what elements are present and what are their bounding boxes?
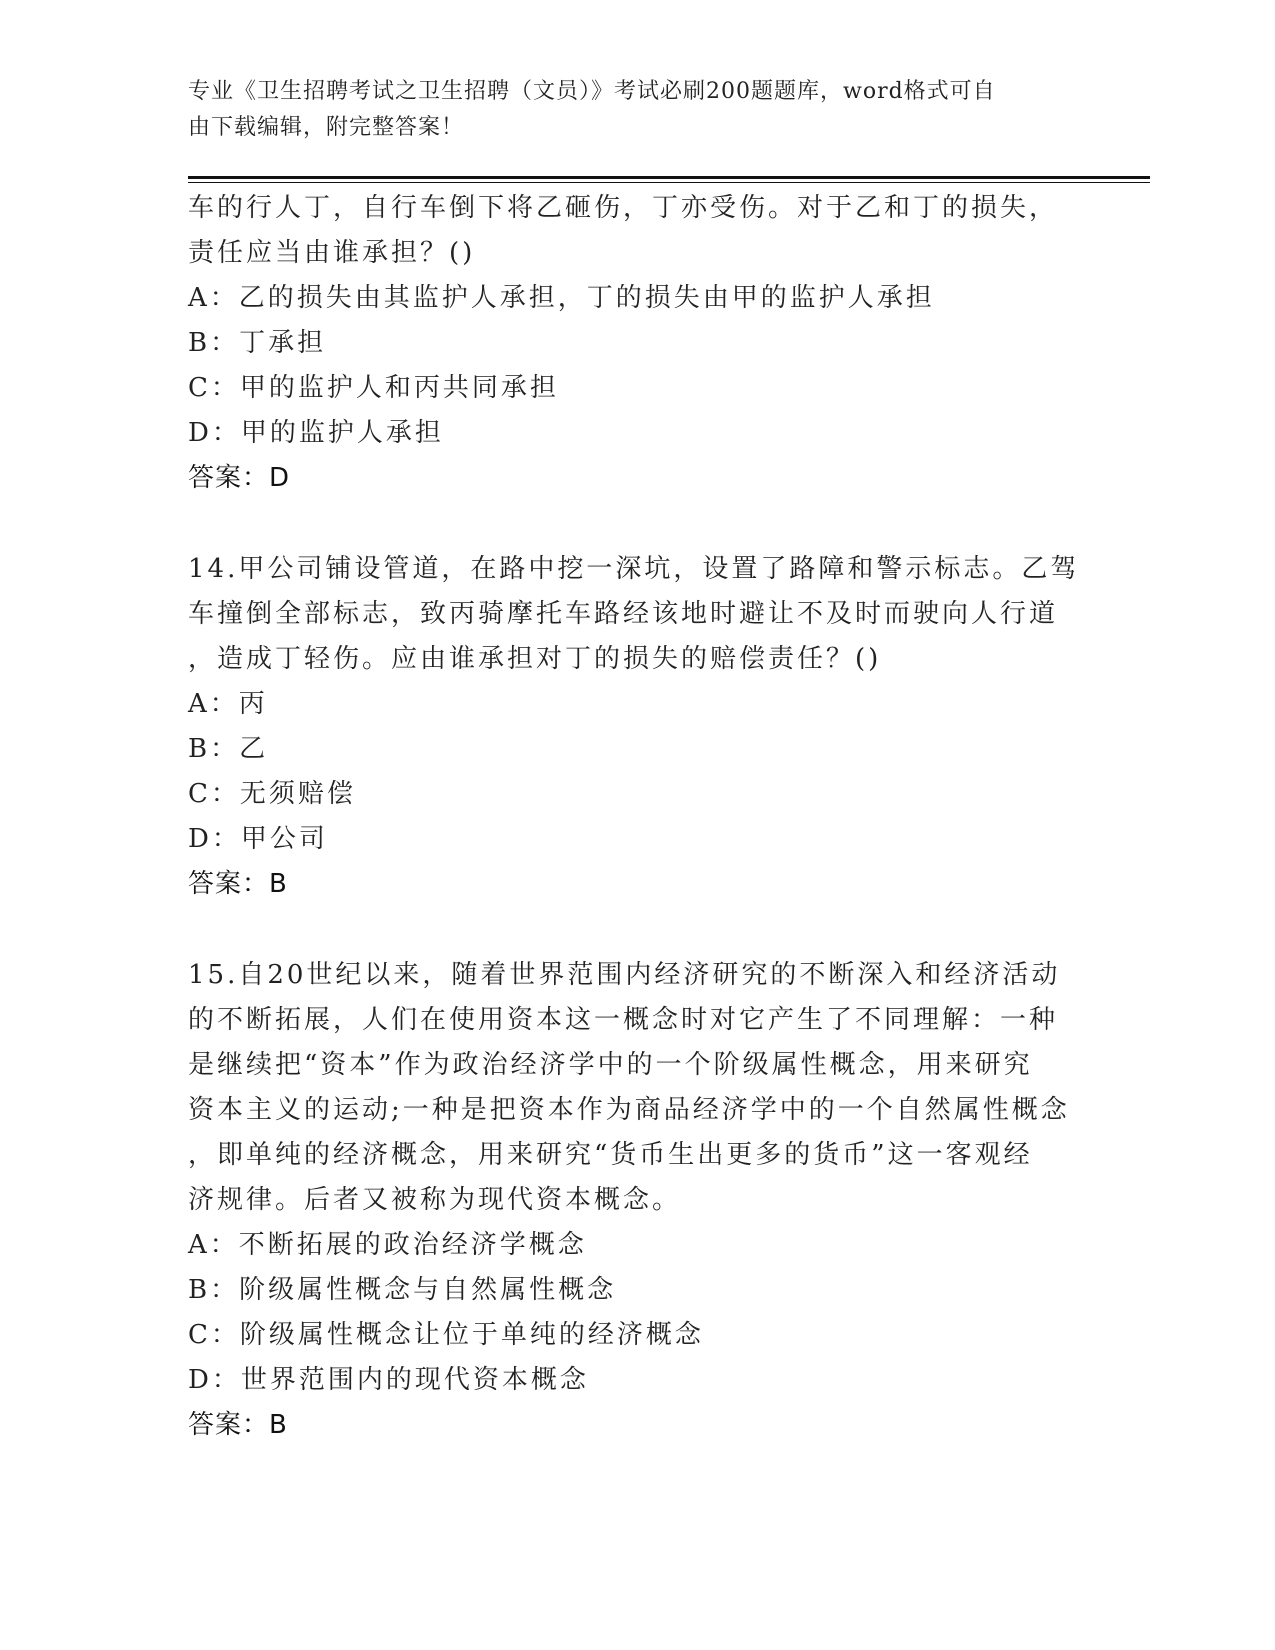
- option-d: D：甲公司: [188, 824, 328, 854]
- question-text: [188, 547, 1088, 682]
- question-text-line: ，即单纯的经济概念，用来研究“货币生出更多的货币”这一客观经: [188, 1140, 1033, 1170]
- question-text-line: 车的行人丁，自行车倒下将乙砸伤，丁亦受伤。对于乙和丁的损失，: [188, 193, 1059, 223]
- option-c: C：阶级属性概念让位于单纯的经济概念: [188, 1320, 704, 1350]
- question-text-line: 14.甲公司铺设管道，在路中挖一深坑，设置了路障和警示标志。乙驾: [188, 554, 1080, 584]
- question-text-line: 济规律。后者又被称为现代资本概念。: [188, 1185, 682, 1215]
- answer-line: 答案：B: [188, 1410, 288, 1440]
- header-line: 由下载编辑，附完整答案！: [188, 115, 465, 140]
- question-spacer: [188, 907, 1088, 953]
- option-d: D：世界范围内的现代资本概念: [188, 1365, 589, 1395]
- question-text-line: ，造成丁轻伤。应由谁承担对丁的损失的赔偿责任？(): [188, 644, 882, 674]
- question-text-line: 责任应当由谁承担？(): [188, 238, 476, 268]
- header-divider-thick: [188, 176, 1150, 179]
- question-text-line: 资本主义的运动;一种是把资本作为商品经济学中的一个自然属性概念: [188, 1095, 1070, 1125]
- option-a: A：不断拓展的政治经济学概念: [188, 1230, 587, 1260]
- question-block: [188, 186, 1088, 501]
- question-spacer: [188, 501, 1088, 547]
- option-c: C：甲的监护人和丙共同承担: [188, 373, 559, 403]
- header-divider-thin: [188, 182, 1150, 183]
- question-text-line: 的不断拓展，人们在使用资本这一概念时对它产生了不同理解：一种: [188, 1005, 1059, 1035]
- option-d: D：甲的监护人承担: [188, 418, 444, 448]
- question-text-line: 车撞倒全部标志，致丙骑摩托车路经该地时避让不及时而驶向人行道: [188, 599, 1059, 629]
- header-line: 专业《卫生招聘考试之卫生招聘（文员）》考试必刷200题题库，word格式可自: [188, 79, 996, 104]
- option-c: C：无须赔偿: [188, 779, 356, 809]
- answer-line: 答案：D: [188, 463, 291, 493]
- question-text: [188, 953, 1088, 1223]
- question-list: [188, 186, 1088, 1448]
- question-text-line: 是继续把“资本”作为政治经济学中的一个阶级属性概念，用来研究: [188, 1050, 1033, 1080]
- question-text: [188, 186, 1088, 276]
- option-b: B：乙: [188, 734, 269, 764]
- option-a: A：丙: [188, 689, 268, 719]
- document-header: [188, 74, 1068, 146]
- question-block: [188, 953, 1088, 1448]
- option-a: A：乙的损失由其监护人承担，丁的损失由甲的监护人承担: [188, 283, 935, 313]
- option-b: B：丁承担: [188, 328, 327, 358]
- question-text-line: 15.自20世纪以来，随着世界范围内经济研究的不断深入和经济活动: [188, 960, 1061, 990]
- answer-line: 答案：B: [188, 869, 288, 899]
- question-block: [188, 547, 1088, 907]
- option-b: B：阶级属性概念与自然属性概念: [188, 1275, 617, 1305]
